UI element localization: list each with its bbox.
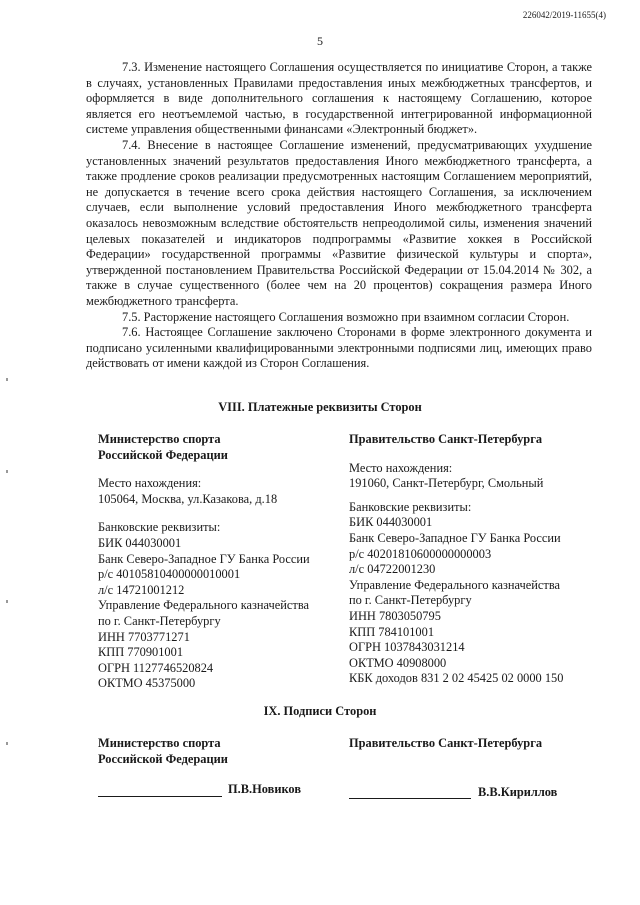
right-location-label: Место нахождения: <box>349 460 453 475</box>
right-bank-line: КБК доходов 831 2 02 45425 02 0000 150 <box>349 671 564 686</box>
right-bank-line: ОГРН 1037843031214 <box>349 640 465 655</box>
paragraph-7-4: 7.4. Внесение в настоящее Соглашение изменений, предусматривающих ухудшение установленных значений результатов предоставления Иного межбюджетного трансферта, а также продление сроков реализации предусмотренных настоящим Соглашением мероприятий, не допускается в течение всего срока действия настоящего Соглашения, за исключением случаев, если выполнение условий предоставления Иного межбюджетного трансферта оказалось невозможным вследствие обстоятельств непреодолимой силы, изменения значений целевых показателей и индикаторов подпрограммы «Развитие хоккея в Российской Федерации» государственной программы «Развитие физической культуры и спорта», утвержденной постановлением Правительства Российской Федерации от 15.04.2014 № 302, а также в случае существенного (более чем на 20 процентов) сокращения размера Иного межбюджетного трансферта. <box>86 137 592 308</box>
right-org-line1: Правительство Санкт-Петербурга <box>349 432 543 446</box>
right-bank-line: ОКТМО 40908000 <box>349 655 447 670</box>
left-org-line1: Министерство спорта <box>98 432 221 446</box>
left-bank-line: Банк Северо-Западное ГУ Банка России <box>98 551 310 566</box>
left-location: 105064, Москва, ул.Казакова, д.18 <box>98 491 278 506</box>
right-bank-line: Банк Северо-Западное ГУ Банка России <box>349 530 561 545</box>
left-sign-org-line2: Российской Федерации <box>98 751 228 766</box>
right-signer-name: В.В.Кириллов <box>478 785 558 799</box>
agreement-body <box>86 60 592 372</box>
section-8-title: VIII. Платежные реквизиты Сторон <box>218 400 422 414</box>
left-bank-line: ИНН 7703771271 <box>98 629 190 644</box>
left-bank-line: р/с 40105810400000010001 <box>98 567 241 582</box>
section-9-title: IX. Подписи Сторон <box>263 704 377 718</box>
left-location-label: Место нахождения: <box>98 476 202 491</box>
left-signature-block <box>98 736 348 767</box>
page-number: 5 <box>317 34 323 48</box>
left-party-details <box>98 432 348 692</box>
left-bank-line: ОГРН 1127746520824 <box>98 660 214 675</box>
right-bank-line: по г. Санкт-Петербургу <box>349 593 472 608</box>
left-bank-line: л/с 14721001212 <box>98 582 185 597</box>
right-bank-line: ИНН 7803050795 <box>349 608 441 623</box>
left-bank-line: Управление Федерального казначейства <box>98 598 310 613</box>
right-signature-block <box>349 736 599 752</box>
right-bank-line: БИК 044030001 <box>349 515 433 530</box>
right-sign-org-line1: Правительство Санкт-Петербурга <box>349 736 543 750</box>
paragraph-7-6: 7.6. Настоящее Соглашение заключено Сторонами в форме электронного документа и подписано усиленными квалифицированными электронными подписями лиц, имеющих право действовать от имени каждой из Сторон Соглашения. <box>86 325 592 371</box>
right-signature-line <box>349 798 471 799</box>
right-bank-label: Банковские реквизиты: <box>349 499 472 514</box>
right-bank-line: р/с 40201810600000000003 <box>349 546 492 561</box>
left-org-line2: Российской Федерации <box>98 447 228 462</box>
document-number: 226042/2019-11655(4) <box>522 10 606 20</box>
left-bank-label: Банковские реквизиты: <box>98 520 221 535</box>
right-location: 191060, Санкт-Петербург, Смольный <box>349 476 544 491</box>
right-party-details <box>349 432 599 687</box>
left-bank-line: КПП 770901001 <box>98 645 184 660</box>
left-bank-line: по г. Санкт-Петербургу <box>98 613 221 628</box>
paragraph-7-5: 7.5. Расторжение настоящего Соглашения возможно при взаимном согласии Сторон. <box>122 309 570 324</box>
left-bank-line: ОКТМО 45375000 <box>98 676 196 691</box>
paragraph-7-3: 7.3. Изменение настоящего Соглашения осуществляется по инициативе Сторон, а также в случаях, установленных Правилами предоставления иных межбюджетных трансфертов, и оформляется в виде дополнительного соглашения к настоящему Соглашению, которое является его неотъемлемой частью, в государственной интегрированной информационной системе управления общественными финансами «Электронный бюджет». <box>86 60 592 137</box>
left-signature-line <box>98 796 222 797</box>
right-bank-line: КПП 784101001 <box>349 624 435 639</box>
right-bank-line: л/с 04722001230 <box>349 562 436 577</box>
left-signer-name: П.В.Новиков <box>228 782 302 796</box>
left-sign-org-line1: Министерство спорта <box>98 736 221 750</box>
right-bank-line: Управление Федерального казначейства <box>349 577 561 592</box>
left-bank-line: БИК 044030001 <box>98 535 182 550</box>
